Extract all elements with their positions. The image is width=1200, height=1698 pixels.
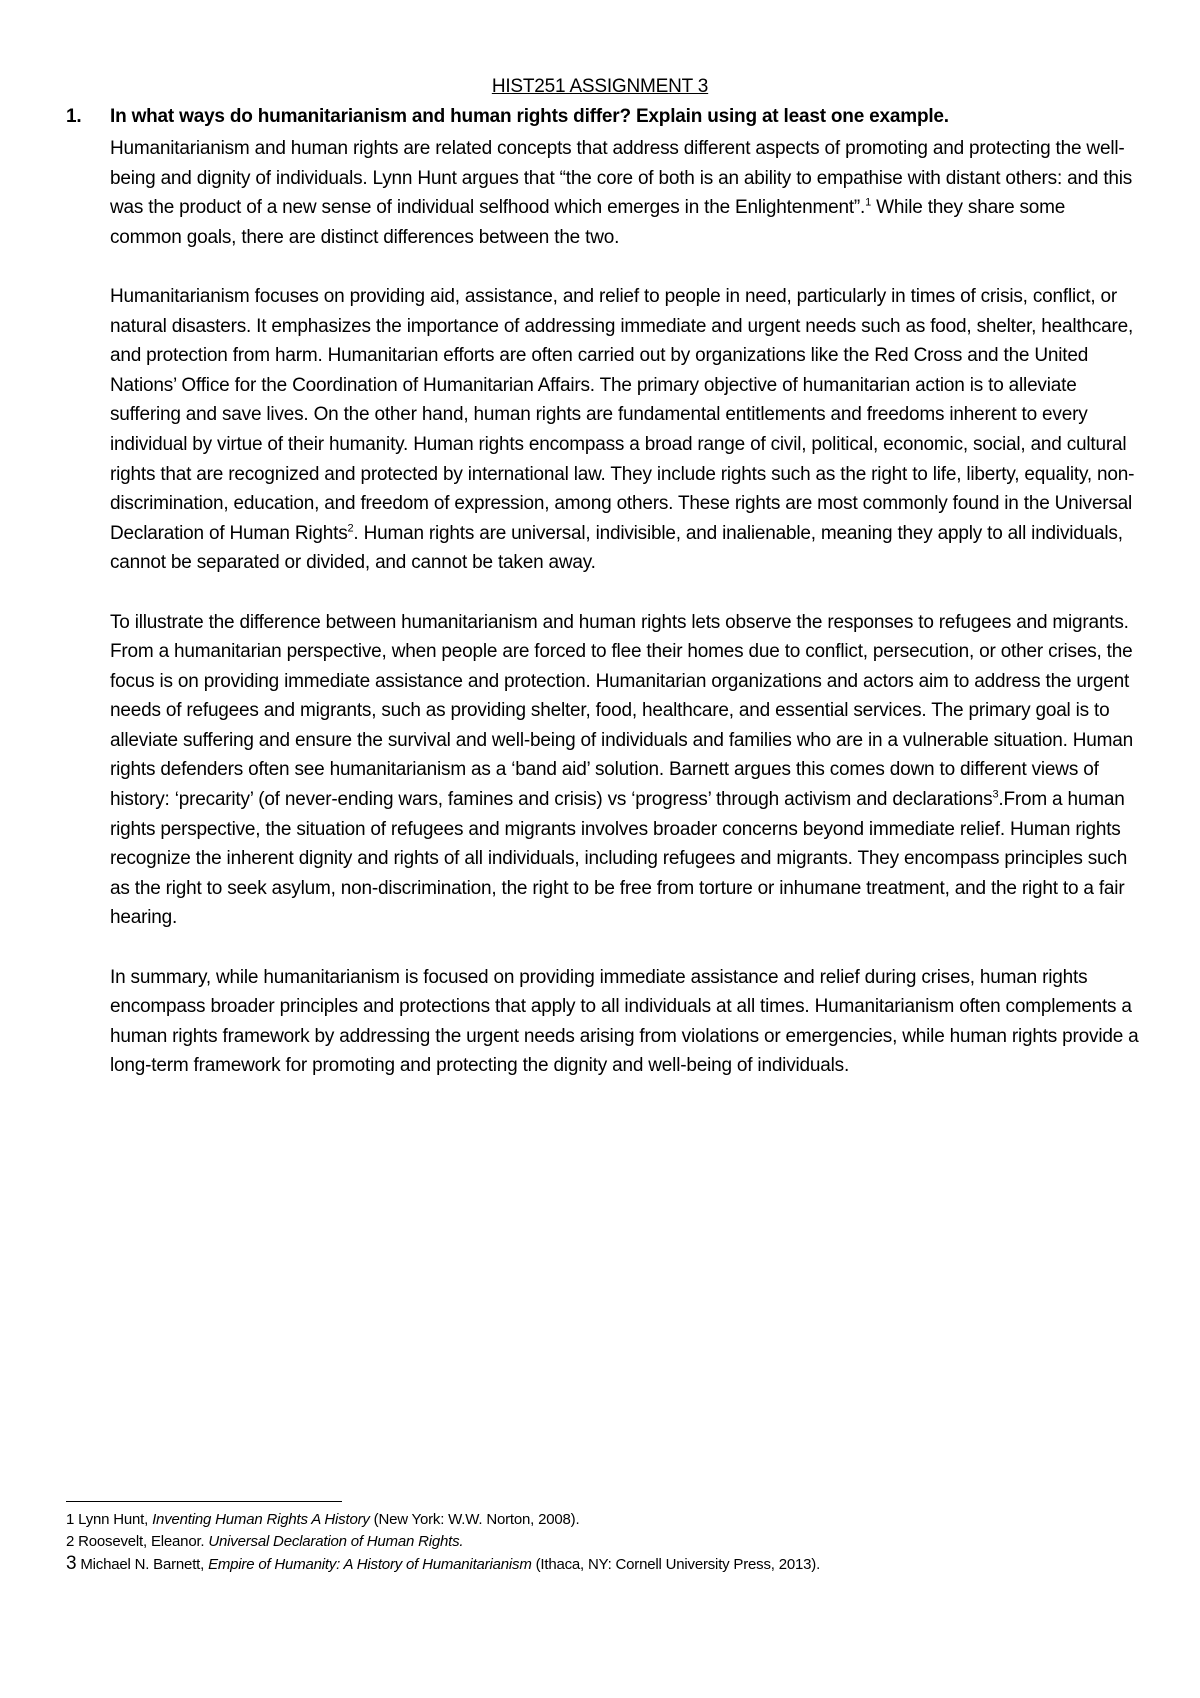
paragraph-intro [110,134,1140,252]
footnote-title: Empire of Humanity: A History of Humanitarianism [208,1556,532,1573]
footnote-author: Lynn Hunt, [74,1511,153,1528]
footnote-title: Inventing Human Rights A History [152,1511,370,1528]
footnote-publication: (Ithaca, NY: Cornell University Press, 2013). [531,1556,821,1573]
question-number: 1. [66,106,82,127]
paragraph-text: While they share some common goals, there are distinct differences between the two. [110,197,1066,248]
footnote-ref-3: 3 [992,788,999,801]
footnote-number: 1 [66,1511,75,1528]
paragraph-text: Humanitarianism focuses on providing aid, assistance, and relief to people in need, particularly in times of crisis, conflict, or natural disasters. It emphasizes the importance of addressing immediate and urgent needs such as food, shelter, healthcare, and protection from harm. Humanitarian efforts are often carried out by organizations like the Red Cross and the United Nations’ Office for the Coordination of Humanitarian Affairs. The primary objective of humanitarian action is to alleviate suffering and save lives. On the other hand, human rights are fundamental entitlements and freedoms inherent to every individual by virtue of their humanity. Human rights encompass a broad range of civil, political, economic, social, and cultural rights that are recognized and protected by international law. They include rights such as the right to life, liberty, equality, non-discrimination, education, and freedom of expression, among others. These rights are most commonly found in the Universal Declaration of Human Rights [110,285,1135,544]
question-heading [66,106,1146,128]
answer-body [110,134,1140,1111]
footnote-author: Michael N. Barnett, [76,1556,209,1573]
question-text: In what ways do humanitarianism and human rights differ? Explain using at least one example. [110,106,949,127]
footnote-publication: (New York: W.W. Norton, 2008). [369,1511,580,1528]
paragraph-example [110,608,1140,934]
footnote-author: Roosevelt, Eleanor. [74,1533,209,1550]
footnote-1 [66,1509,1166,1531]
paragraph-summary: In summary, while humanitarianism is focused on providing immediate assistance and relief during crises, human rights encompass broader principles and protections that apply to all individuals at all times. Humanitarianism often complements a human rights framework by addressing the urgent needs arising from violations or emergencies, while human rights provide a long-term framework for promoting and protecting the dignity and well-being of individuals. [110,966,1139,1077]
footnote-number: 2 [66,1533,75,1550]
footnote-ref-2: 2 [347,522,354,535]
footnotes [66,1509,1166,1576]
footnote-2 [66,1531,1166,1553]
paragraph-definitions [110,282,1140,578]
footnote-3 [66,1553,1166,1576]
paragraph-text: .From a human rights perspective, the situation of refugees and migrants involves broader concerns beyond immediate relief. Human rights recognize the inherent dignity and rights of all individuals, including refugees and migrants. They encompass principles such as the right to seek asylum, non-discrimination, the right to be free from torture or inhumane treatment, and the right to a fair hearing. [110,789,1128,929]
paragraph-text: To illustrate the difference between humanitarianism and human rights lets observe the responses to refugees and migrants. From a humanitarian perspective, when people are forced to flee their homes due to conflict, persecution, or other crises, the focus is on providing immediate assistance and protection. Humanitarian organizations and actors aim to address the urgent needs of refugees and migrants, such as providing shelter, food, healthcare, and essential services. The primary goal is to alleviate suffering and ensure the survival and well-being of individuals and families who are in a vulnerable situation. Human rights defenders often see humanitarianism as a ‘band aid’ solution. Barnett argues this comes down to different views of history: ‘precarity’ (of never-ending wars, famines and crisis) vs ‘progress’ through activism and declarations [110,611,1134,811]
footnote-title: Universal Declaration of Human Rights. [208,1533,464,1550]
assignment-title: HIST251 ASSIGNMENT 3 [491,76,709,97]
footnote-number: 3 [66,1553,77,1574]
footnote-ref-1: 1 [865,196,872,209]
paragraph-text: . Human rights are universal, indivisible, and inalienable, meaning they apply to all individuals, cannot be separated or divided, and cannot be taken away. [110,522,1123,574]
footnote-separator [66,1501,342,1502]
paragraph-text: Humanitarianism and human rights are related concepts that address different aspects of promoting and protecting the well-being and dignity of individuals. Lynn Hunt argues that “the core of both is an ability to empathise with distant others: and this was the product of a new sense of individual selfhood which emerges in the Enlightenment”. [110,138,1133,219]
